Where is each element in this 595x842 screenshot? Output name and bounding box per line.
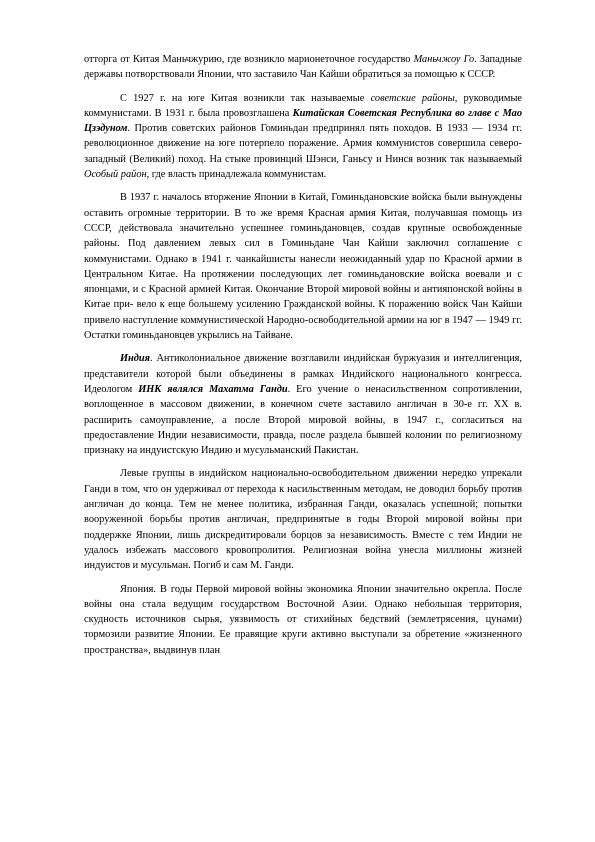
emphasized-text: ИНК являлся Махатма Ганди <box>138 383 288 395</box>
text-run: . Антиколониальное движение возглавили индийская буржуазия и интеллигенция, представители которой были объединены в рамках Индийского национального конгресса. Идеологом <box>84 353 522 395</box>
paragraph <box>84 351 522 458</box>
emphasized-text: советские районы <box>370 92 455 104</box>
paragraph <box>84 190 522 343</box>
text-run: Япония. В годы Первой мировой войны экономика Японии значительно окрепла. После войны она стала ведущим государством Восточной Азии. Однако небольшая территория, скудность источников сырья, уязвимость от стихийных бедствий (землетрясения, цунами) тормозили развитие Японии. Ее правящие круги активно выступали за обретение «жизненного пространства», выдвинув план <box>84 583 522 656</box>
emphasized-text: Индия <box>120 353 151 365</box>
emphasized-text: Особый район <box>84 169 147 181</box>
text-run: . Западные державы потворствовали Японии, что заставило Чан Кайши обратиться за помощью к СССР. <box>84 54 523 81</box>
text-run: . Против советских районов Гоминьдан предпринял пять походов. В 1933 — 1934 гг. революционное движение на юге потерпело поражение. Армия коммунистов совершила северо-западный (Великий) поход. На стыке провинций Шэнси, Ганьсу и Нинся возник так называемый <box>84 123 522 165</box>
paragraph <box>84 582 522 658</box>
emphasized-text: Китайская Советская Республика во главе с Мао Цзэдуном <box>84 107 522 135</box>
paragraph <box>84 466 522 573</box>
text-run: Левые группы в индийском национально-освободительном движении нередко упрекали Ганди в том, что он удерживал от перехода к насильственным методам, не доводил борьбу против англичан до конца. Тем не менее политика, избранная Ганди, оказалась успешной; попытки вооруженной борьбы против англичан, предпринятые в годы Второй мировой войны при поддержке Японии, лишь дискредитировали борцов за независимость. Вместе с тем Индии не удалось избежать массового кровопролития. Религиозная война унесла миллионы жизней индуистов и мусульман. Погиб и сам М. Ганди. <box>84 468 522 572</box>
emphasized-text: Маньчжоу Го <box>413 54 475 65</box>
text-run: отторга от Китая Маньчжурию, где возникло марионеточное государство <box>84 54 414 65</box>
text-run: В 1937 г. началось вторжение Японии в Китай, Гоминьдановские войска были вынуждены оставить огромные территории. В то же время Красная армия Китая, получавшая помощь из СССР, действовала значительно успешнее гоминьдановцев, создав крупные освобожденные районы. Под давлением левых сил в Гоминьдане Чан Кайши заключил соглашение с коммунистами. Однако в 1941 г. чанкайшисты нанесли неожиданный удар по Красной армии в Центральном Китае. На протяжении последующих лет гоминьдановские войска воевали и с японцами, и с Красной армией Китая. Окончание Второй мировой войны и антияпонской войны в Китае при- вело к еще большему усилению Гражданской войны. К поражению войск Чан Кайши привело наступление коммунистической Народно-освободительной армии на юг в 1947 — 1949 гг. Остатки гоминьдановцев укрылись на Тайване. <box>84 192 522 342</box>
paragraph <box>84 91 522 183</box>
paragraph <box>84 52 522 83</box>
text-run: С 1927 г. на юге Китая возникли так называемые <box>120 92 371 104</box>
text-run: , руководимые коммунистами. В 1931 г. была провозглашена <box>84 92 522 119</box>
text-run: . Его учение о ненасильственном сопротивлении, воплощенное в массовом движении, в конечном счете заставило англичан в 30-е гг. XX в. расширить самоуправление, а после Второй мировой войны, в 1947 г., согласиться на предоставление Индии независимости, правда, после раздела бывшей колонии по религиозному признаку на индуистскую Индию и мусульманский Пакистан. <box>84 383 523 457</box>
text-run: , где власть принадлежала коммунистам. <box>146 169 327 181</box>
document-body <box>84 52 522 658</box>
